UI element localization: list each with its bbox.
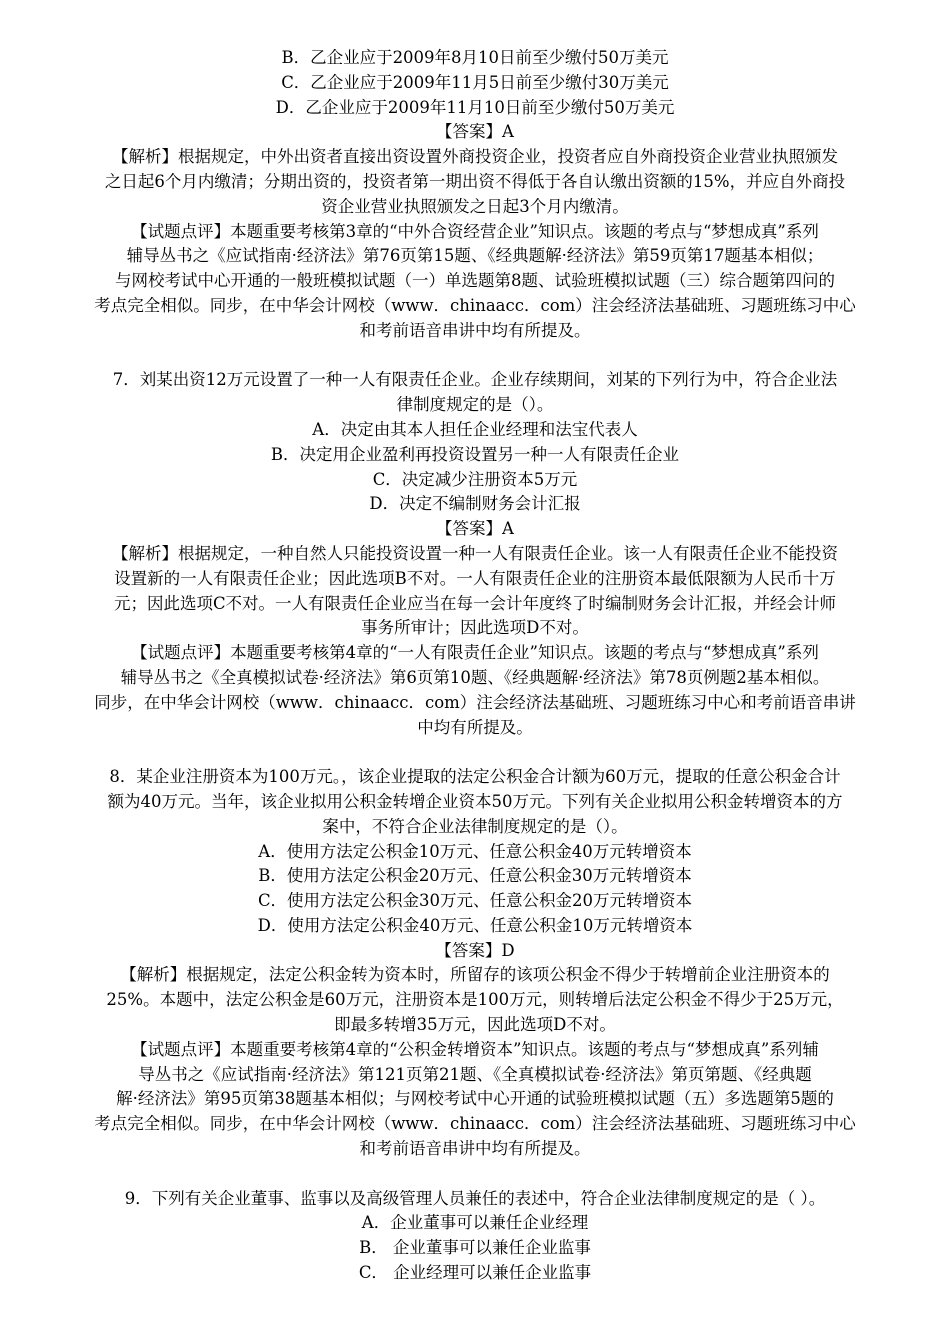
option-c: C．使用方法定公积金30万元、任意公积金20万元转增资本 <box>257 891 693 911</box>
comment-line: 同步，在中华会计网校（www．chinaacc．com）注会经济法基础班、习题班练习中心和考前语音串讲 <box>94 692 856 712</box>
analysis-line: 即最多转增35万元，因此选项D不对。 <box>334 1015 616 1035</box>
analysis-line: 25%。本题中，法定公积金是60万元，注册资本是100万元，则转增后法定公积金不得少于25万元， <box>106 990 844 1010</box>
comment-line: 解·经济法》第95页第38题基本相似；与网校考试中心开通的试验班模拟试题（五）多选题第5题的 <box>116 1089 834 1109</box>
paragraph-gap <box>46 344 904 369</box>
analysis-line: 设置新的一人有限责任企业；因此选项B不对。一人有限责任企业的注册资本最低限额为人民币十万 <box>114 568 836 588</box>
comment-line: 辅导丛书之《全真模拟试卷·经济法》第6页第10题、《经典题解·经济法》第78页例题2基本相似。 <box>120 667 830 687</box>
question-stem: 9．下列有关企业董事、监事以及高级管理人员兼任的表述中，符合企业法律制度规定的是（ ）。 <box>124 1188 826 1208</box>
question-9 <box>46 1187 904 1286</box>
comment-line: 辅导丛书之《应试指南·经济法》第76页第15题、《经典题解·经济法》第59页第17题基本相似； <box>126 246 824 266</box>
analysis-line: 之日起6个月内缴清；分期出资的，投资者第一期出资不得低于各自认缴出资额的15%，并应自外商投 <box>104 171 846 191</box>
analysis-line: 元；因此选项C不对。一人有限责任企业应当在每一会计年度终了时编制财务会计汇报，并经会计师 <box>113 593 837 613</box>
question-stem: 7．刘某出资12万元设置了一种一人有限责任企业。企业存续期间，刘某的下列行为中，符合企业法 <box>112 370 838 390</box>
option-b: B．乙企业应于2009年8月10日前至少缴付50万美元 <box>281 48 669 67</box>
analysis-line: 【解析】根据规定，一种自然人只能投资设置一种一人有限责任企业。该一人有限责任企业不能投资 <box>112 543 838 563</box>
analysis-line: 【解析】根据规定，中外出资者直接出资设置外商投资企业，投资者应自外商投资企业营业执照颁发 <box>112 147 838 167</box>
option-c: C．乙企业应于2009年11月5日前至少缴付30万美元 <box>281 72 669 92</box>
option-b: B．使用方法定公积金20万元、任意公积金30万元转增资本 <box>258 866 692 886</box>
option-b: B．决定用企业盈利再投资设置另一种一人有限责任企业 <box>270 444 680 464</box>
question-6-continued <box>46 46 904 344</box>
comment-line: 与网校考试中心开通的一般班模拟试题（一）单选题第8题、试验班模拟试题（三）综合题第四问的 <box>115 271 835 291</box>
comment-line: 【试题点评】本题重要考核第4章的“公积金转增资本”知识点。该题的考点与“梦想成真”系列辅 <box>131 1039 819 1059</box>
comment-line: 和考前语音串讲中均有所提及。 <box>359 320 591 340</box>
paragraph-gap <box>46 740 904 765</box>
comment-line: 考点完全相似。同步，在中华会计网校（www．chinaacc．com）注会经济法基础班、习题班练习中心 <box>94 295 856 315</box>
comment-line: 中均有所提及。 <box>417 717 533 737</box>
answer: 【答案】A <box>436 122 514 142</box>
option-b: B． 企业董事可以兼任企业监事 <box>359 1238 591 1258</box>
option-a: A．使用方法定公积金10万元、任意公积金40万元转增资本 <box>258 841 692 861</box>
comment-line: 考点完全相似。同步，在中华会计网校（www．chinaacc．com）注会经济法基础班、习题班练习中心 <box>94 1114 856 1134</box>
paragraph-gap <box>46 1162 904 1187</box>
comment-line: 和考前语音串讲中均有所提及。 <box>359 1139 591 1159</box>
option-d: D．乙企业应于2009年11月10日前至少缴付50万美元 <box>275 97 675 117</box>
comment-line: 【试题点评】本题重要考核第4章的“一人有限责任企业”知识点。该题的考点与“梦想成真”系列 <box>131 643 819 663</box>
option-d: D．决定不编制财务会计汇报 <box>369 494 581 514</box>
option-d: D．使用方法定公积金40万元、任意公积金10万元转增资本 <box>257 915 693 935</box>
option-a: A．决定由其本人担任企业经理和法宝代表人 <box>312 419 638 439</box>
question-stem: 8．某企业注册资本为100万元。，该企业提取的法定公积金合计额为60万元，提取的任意公积金合计 <box>109 767 841 787</box>
answer: 【答案】A <box>436 519 514 539</box>
analysis-line: 【解析】根据规定，法定公积金转为资本时，所留存的该项公积金不得少于转增前企业注册资本的 <box>120 965 830 985</box>
option-c: C．决定减少注册资本5万元 <box>372 469 578 489</box>
comment-line: 【试题点评】本题重要考核第3章的“中外合资经营企业”知识点。该题的考点与“梦想成真”系列 <box>131 221 819 241</box>
option-a: A．企业董事可以兼任企业经理 <box>361 1213 589 1233</box>
comment-line: 导丛书之《应试指南·经济法》第121页第21题、《全真模拟试卷·经济法》第页第题、《经典题 <box>138 1064 812 1084</box>
question-stem: 案中，不符合企业法律制度规定的是（）。 <box>322 816 628 836</box>
question-stem: 额为40万元。当年，该企业拟用公积金转增企业资本50万元。下列有关企业拟用公积金转增资本的方 <box>107 791 843 811</box>
question-8 <box>46 765 904 1162</box>
option-c: C． 企业经理可以兼任企业监事 <box>358 1263 592 1283</box>
analysis-line: 资企业营业执照颁发之日起3个月内缴清。 <box>321 196 629 216</box>
question-7 <box>46 368 904 740</box>
question-stem: 律制度规定的是（）。 <box>396 395 554 415</box>
answer: 【答案】D <box>435 940 515 960</box>
analysis-line: 事务所审计；因此选项D不对。 <box>361 618 589 638</box>
